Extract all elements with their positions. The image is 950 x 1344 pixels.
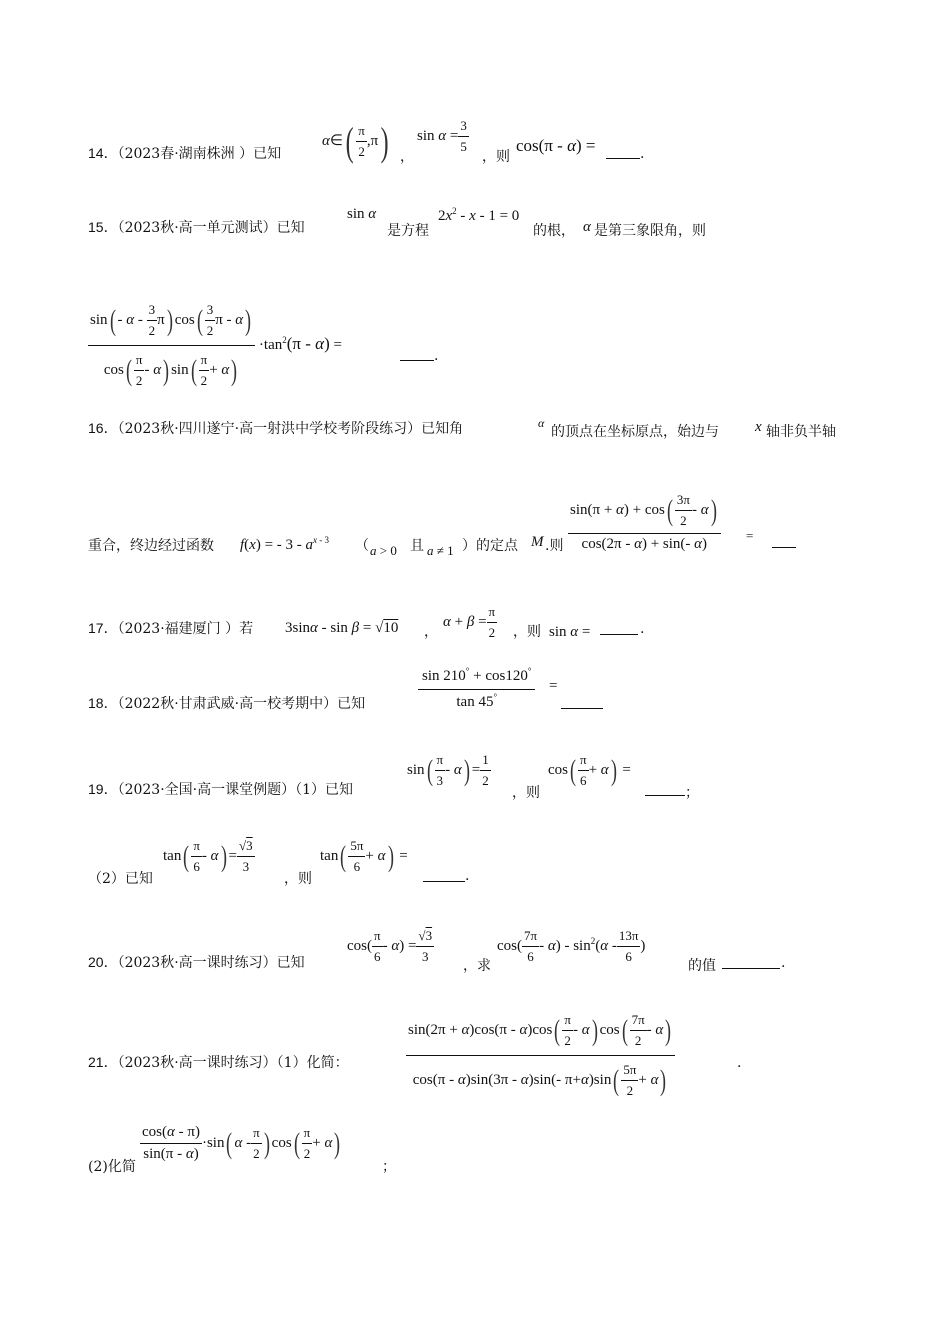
question-number: 21． [88, 1054, 118, 1070]
text: 是方程 [387, 223, 429, 239]
text: 的值 [688, 958, 716, 974]
formula-condition: 3sinα - sin β = √10 [285, 620, 399, 636]
text: 的顶点在坐标原点，始边与 [551, 424, 719, 440]
then-text: ，则 [284, 871, 312, 887]
answer-blank[interactable] [606, 157, 640, 159]
formula-condition: a > 0 [370, 543, 397, 558]
text: 重合，终边经过函数 [88, 538, 214, 554]
sub-question: （2）已知 [88, 871, 153, 887]
question-19 [88, 782, 353, 797]
point-symbol: M [531, 534, 544, 550]
question-number: 19． [88, 781, 118, 797]
then-text: ，则 [513, 624, 541, 640]
formula-big-fraction: sin( - α - $\frac{3}{2}$ π) cos( $\frac{3}{2}$ π - α) cos( $\frac{\pi}{2}$ - α) sin( $\frac{\pi}{2}$ + α) $\cdot\tan^2(\pi - \alpha)$ = [90, 302, 342, 388]
semicolon: ； [685, 785, 699, 801]
text: 是第三象限角，则 [594, 223, 706, 239]
question-14 [88, 146, 281, 161]
formula-given: sin( $\frac{\pi}{3}$ - α) = $\frac{1}{2}$ [407, 752, 489, 788]
question-number: 20． [88, 954, 118, 970]
formula-sin-alpha: sin α [347, 206, 377, 222]
formula-alpha-interval: α∈( $\frac{\pi}{2}$ ,π) [322, 119, 389, 164]
formula-function: f(x) = - $3 - a^{x - 3}$ [240, 535, 330, 553]
text: 轴非负半轴 [766, 424, 836, 440]
formula-sin-alpha: sin α = [549, 624, 591, 640]
question-source: （2023·福建厦门 ）若 [117, 621, 254, 637]
formula-find: cos( $\frac{\pi}{6}$ + α) = [548, 752, 631, 788]
formula-given: cos( $\frac{\pi}{6}$ - α) = $\frac{√3}{3}$ [347, 928, 433, 964]
period: . [640, 146, 645, 162]
then-text: ，则 [512, 785, 540, 801]
alpha-symbol: α [583, 219, 591, 235]
formula-given: tan( $\frac{\pi}{6}$ - α) = $\frac{√3}{3}$ [163, 838, 253, 874]
period: . [434, 348, 439, 364]
answer-blank[interactable] [600, 633, 638, 635]
question-15 [88, 220, 305, 235]
formula-find: cos( $\frac{7\pi}{6}$ - $\alpha) - \sin^2(\alpha$ - $\frac{13\pi}{6}$ ) [497, 928, 646, 964]
question-source: （2022秋·甘肃武威·高一校考期中）已知 [117, 696, 366, 712]
text: 且 [410, 538, 424, 554]
question-source: （2023春·湖南株洲 ）已知 [117, 146, 282, 162]
text: 的根， [533, 223, 575, 239]
period: . [781, 955, 786, 971]
question-20 [88, 955, 305, 970]
answer-blank[interactable] [561, 707, 603, 709]
formula-condition: a ≠ 1 [427, 543, 454, 558]
answer-blank[interactable] [645, 794, 685, 796]
formula-find: tan( $\frac{5\pi}{6}$ + α) = [320, 838, 408, 874]
semicolon: ； [382, 1159, 396, 1175]
period: . [465, 868, 470, 884]
formula-cos: cos(π - α) = [516, 136, 596, 155]
question-18 [88, 696, 365, 711]
answer-blank[interactable] [423, 880, 465, 882]
formula-simplify: sin(2π + α)cos(π - α)cos( $\frac{\pi}{2}$ - α) cos( $\frac{7\pi}{2}$ - α) cos(π - α)sin(3π - α)sin(- π+α)sin( $\frac{5\pi}{2}$ + α) [406, 1012, 675, 1099]
question-number: 14． [88, 145, 118, 161]
answer-blank[interactable] [772, 546, 796, 548]
text: .则 [545, 538, 564, 554]
question-number: 15． [88, 219, 118, 235]
equals: = [549, 678, 558, 694]
text: ，求 [463, 958, 491, 974]
formula-fraction: sin(π + α) + cos( $\frac{3\pi}{2}$ - α) cos(2π - α) + sin(- α) [568, 492, 721, 553]
x-symbol: x [755, 419, 762, 435]
question-number: 18． [88, 695, 118, 711]
question-source: （2023秋·高一课时练习）（1）化简： [117, 1055, 349, 1071]
formula-sin-alpha: sin α = $\frac{3}{5}$ [417, 118, 467, 154]
question-source: （2023秋·四川遂宁·高一射洪中学校考阶段练习）已知角 [117, 421, 464, 437]
comma: ， [400, 149, 414, 165]
question-21 [88, 1055, 349, 1070]
equals: = [746, 528, 754, 543]
formula-simplify: $\frac{\cos(\alpha - \pi)}{\sin(\pi - \alpha)}$ ·sin( α - $\frac{\pi}{2}$ ) cos( $\frac{\pi}{2}$ + α) [142, 1124, 341, 1162]
alpha-symbol: α [538, 416, 545, 430]
question-source: （2023·全国·高一课堂例题）（1）已知 [117, 782, 354, 798]
question-number: 17． [88, 620, 118, 636]
question-source: （2023秋·高一单元测试）已知 [117, 220, 305, 236]
question-number: 16． [88, 420, 118, 436]
answer-blank[interactable] [722, 967, 780, 969]
then-text: ，则 [482, 149, 510, 165]
question-16 [88, 421, 463, 436]
text: （ [355, 538, 369, 554]
question-source: （2023秋·高一课时练习）已知 [117, 955, 305, 971]
answer-blank[interactable] [400, 359, 434, 361]
sub-question: (2)化简 [88, 1159, 136, 1175]
formula-fraction: $\frac{\sin 210^\circ + \cos 120^\circ}{\tan 45^\circ}$ [418, 666, 535, 711]
comma: ， [424, 624, 438, 640]
formula-sum: α + β = $\frac{\pi}{2}$ [443, 604, 496, 640]
question-17 [88, 621, 253, 636]
text: ）的定点 [462, 538, 518, 554]
formula-equation: $2x^2 - x - 1 = 0$ [438, 206, 520, 224]
period: . [737, 1055, 742, 1071]
period: . [640, 621, 645, 637]
